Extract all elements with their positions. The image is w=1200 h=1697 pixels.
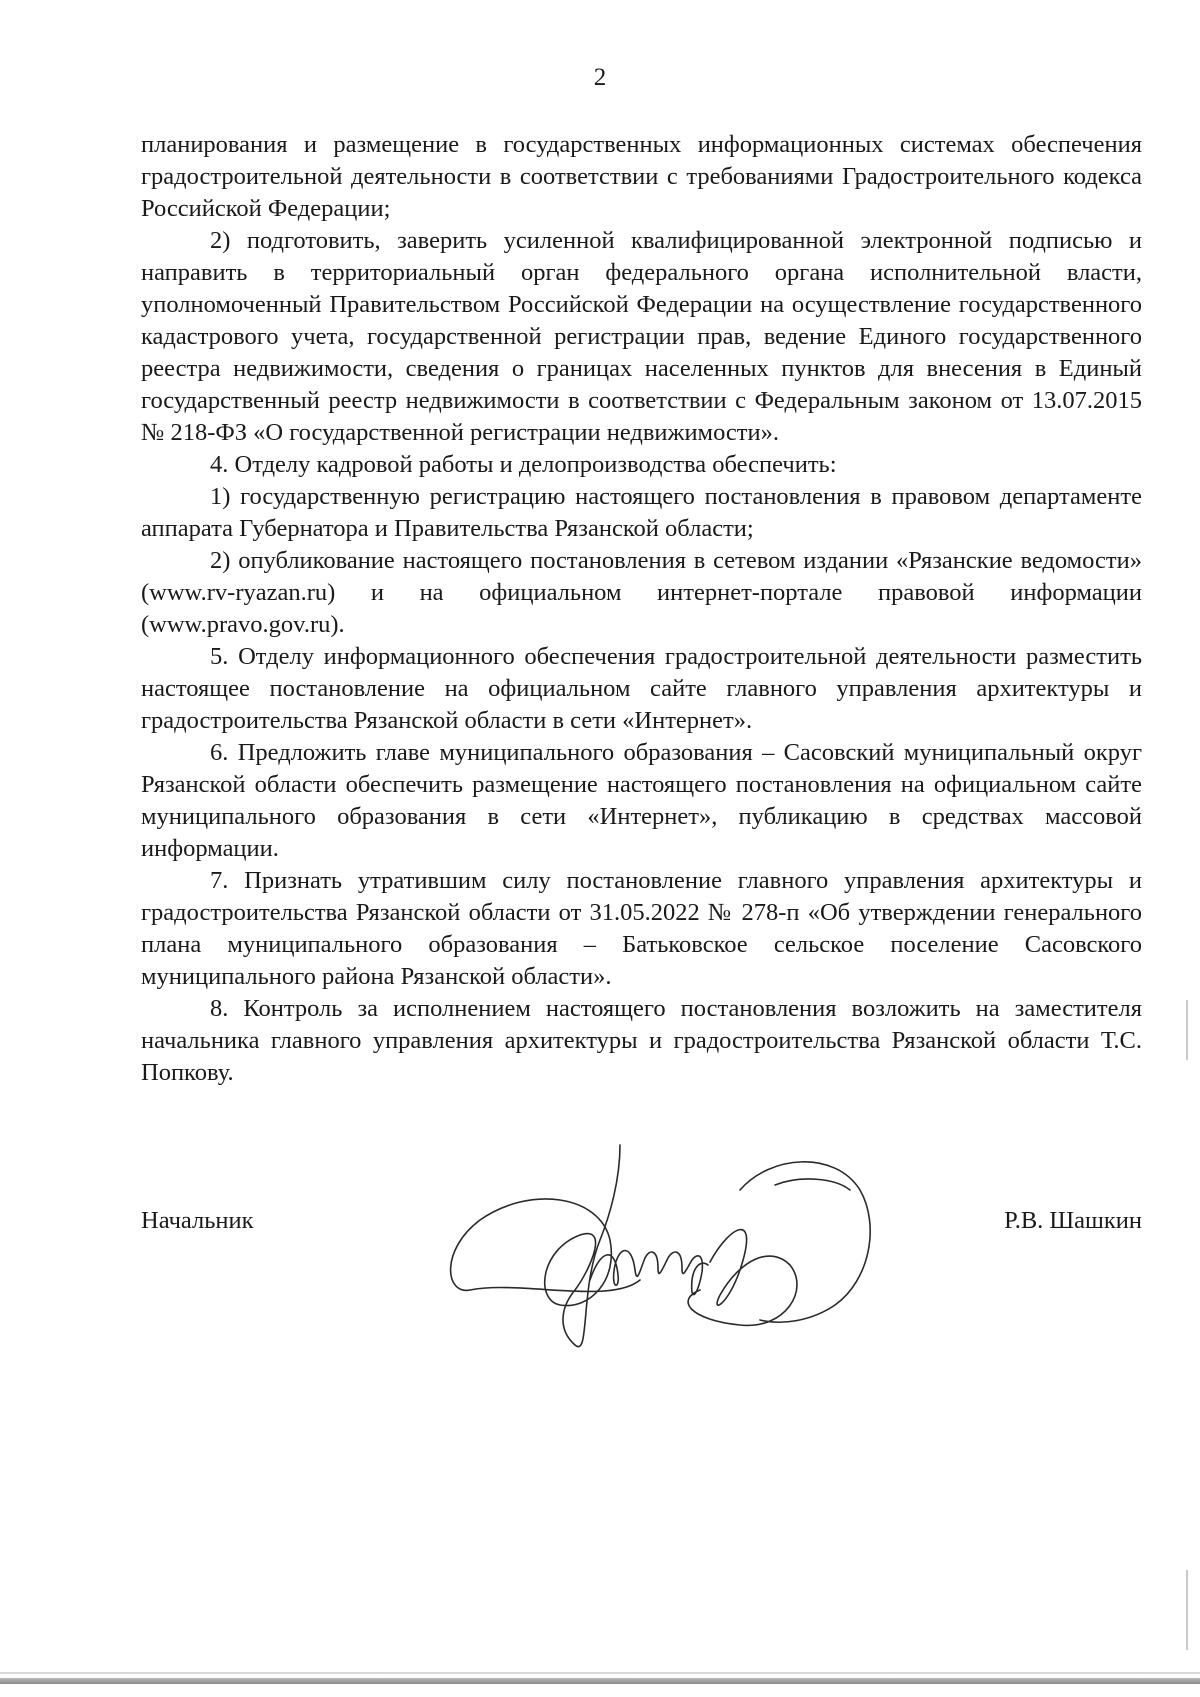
- signer-position: Начальник: [141, 1207, 254, 1234]
- signer-name: Р.В. Шашкин: [1004, 1207, 1142, 1234]
- paragraph-section-4: 4. Отделу кадровой работы и делопроизводства обеспечить:: [210, 451, 837, 478]
- document-body: [141, 129, 1142, 1089]
- paragraph-section-5: 5. Отделу информационного обеспечения градостроительной деятельности разместить настоящее постановление на официальном сайте главного управления архитектуры и градостроительства Рязанской области в сети «Интернет».: [141, 643, 1142, 734]
- paragraph-item-2: 2) подготовить, заверить усиленной квалифицированной электронной подписью и направить в территориальный орган федерального органа исполнительной власти, уполномоченный Правительством Российской Федерации на осуществление государственного кадастрового учета, государственной регистрации прав, ведение Единого государственного реестра недвижимости, сведения о границах населенных пунктов для внесения в Единый государственный реестр недвижимости в соответствии с Федеральным законом от 13.07.2015 № 218-ФЗ «О государственной регистрации недвижимости».: [141, 227, 1142, 446]
- scan-edge-mark: [1186, 1570, 1188, 1650]
- page-number: 2: [593, 64, 607, 91]
- scan-edge-mark: [1186, 1000, 1188, 1060]
- scan-bottom-shadow: [0, 1672, 1200, 1674]
- paragraph-section-7: 7. Признать утратившим силу постановление главного управления архитектуры и градостроительства Рязанской области от 31.05.2022 № 278-п «Об утверждении генерального плана муниципального образования – Батьковское сельское поселение Сасовского муниципального района Рязанской области».: [141, 867, 1142, 990]
- paragraph-section-8: 8. Контроль за исполнением настоящего постановления возложить на заместителя начальника главного управления архитектуры и градостроительства Рязанской области Т.С. Попкову.: [141, 995, 1142, 1086]
- paragraph-item-4-2: 2) опубликование настоящего постановления в сетевом издании «Рязанские ведомости» (www.rv-ryazan.ru) и на официальном интернет-портале правовой информации (www.pravo.gov.ru).: [141, 547, 1142, 638]
- paragraph-continuation: планирования и размещение в государственных информационных системах обеспечения градостроительной деятельности в соответствии с требованиями Градостроительного кодекса Российской Федерации;: [141, 131, 1142, 222]
- paragraph-section-6: 6. Предложить главе муниципального образования – Сасовский муниципальный округ Рязанской области обеспечить размещение настоящего постановления на официальном сайте муниципального образования в сети «Интернет», публикацию в средствах массовой информации.: [141, 739, 1142, 862]
- handwritten-signature: [440, 1130, 920, 1370]
- scan-bottom-border: [0, 1678, 1200, 1684]
- paragraph-item-4-1: 1) государственную регистрацию настоящего постановления в правовом департаменте аппарата Губернатора и Правительства Рязанской области;: [141, 483, 1142, 542]
